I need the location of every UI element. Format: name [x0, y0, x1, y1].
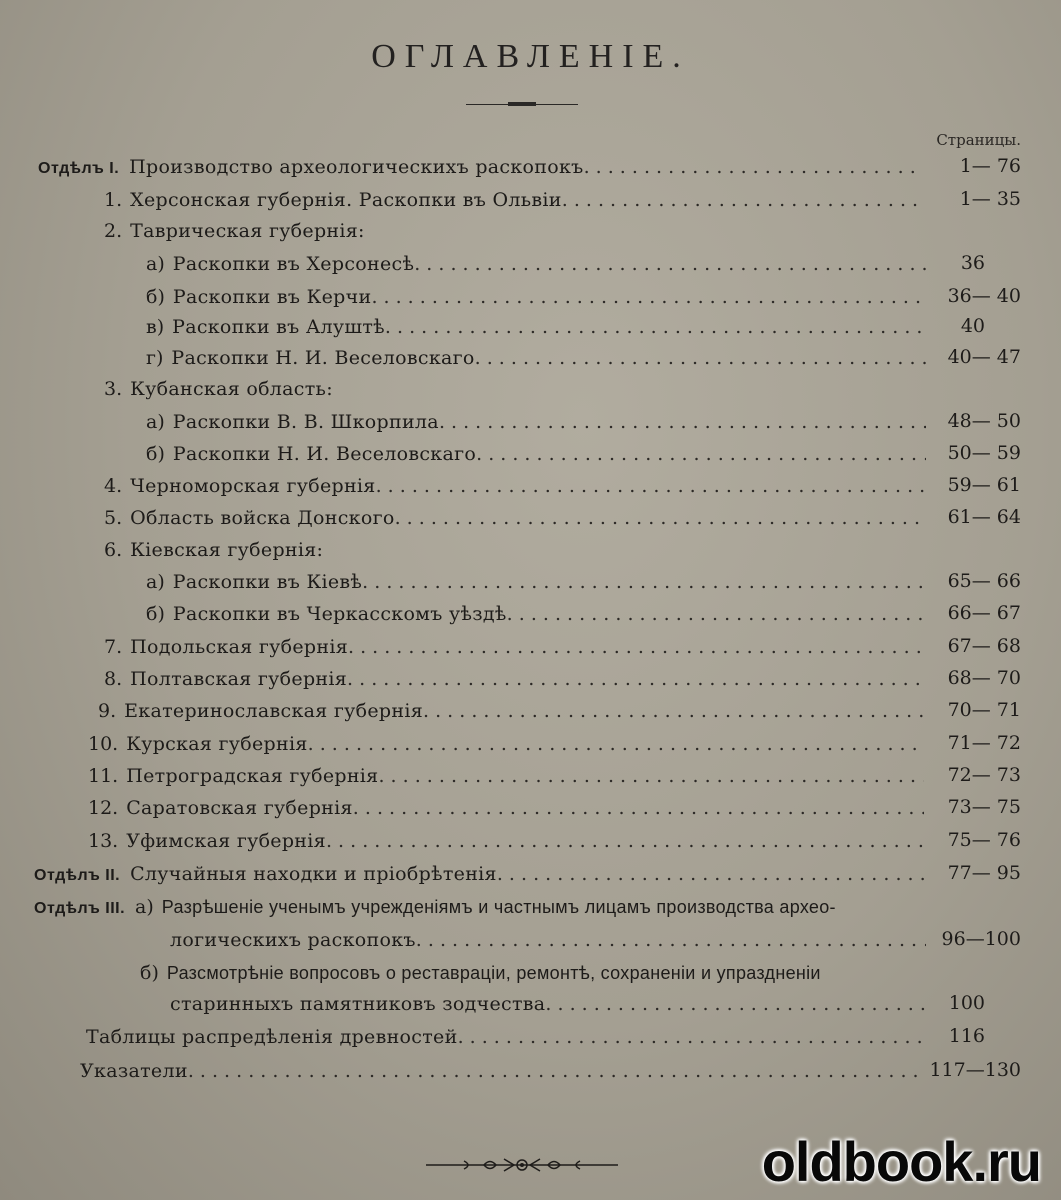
entry-pages: 1— 35 [959, 188, 1021, 210]
entry-number: б) [146, 443, 165, 465]
leader-dots [308, 732, 924, 756]
entry-pages: 116 [948, 1025, 985, 1047]
leader-dots [475, 346, 926, 370]
entry-pages: 48— 50 [947, 410, 1021, 432]
toc-entry [104, 538, 604, 562]
entry-pages: 1— 76 [959, 155, 1021, 177]
entry-text: Таврическая губернія: [130, 220, 365, 242]
entry-text: Саратовская губернія [126, 797, 353, 819]
entry-text: Херсонская губернія. Раскопки въ Ольвіи [130, 189, 562, 211]
pages-column-header: Страницы. [936, 131, 1021, 149]
entry-pages: 68— 70 [947, 667, 1021, 689]
toc-entry [104, 219, 604, 243]
leader-dots [353, 796, 924, 820]
entry-number: 10. [88, 733, 119, 755]
toc-entry [146, 315, 926, 339]
entry-text: Кубанская область: [130, 378, 333, 400]
toc-entry [34, 895, 1024, 921]
toc-entry [146, 442, 926, 466]
toc-entry [104, 474, 924, 498]
leader-dots [348, 635, 924, 659]
entry-pages: 36— 40 [947, 285, 1021, 307]
entry-text: Курская губернія [126, 733, 308, 755]
toc-entry [170, 992, 926, 1016]
toc-entry [88, 732, 924, 756]
entry-pages: 67— 68 [947, 635, 1021, 657]
entry-text: Полтавская губернія [130, 668, 348, 690]
leader-dots [326, 829, 924, 853]
entry-text: Таблицы распредѣленія древностей [86, 1026, 458, 1048]
entry-pages: 117—130 [929, 1059, 1021, 1081]
entry-text: Петроградская губернія [126, 765, 379, 787]
entry-number: 6. [104, 539, 123, 561]
entry-number: б) [146, 603, 165, 625]
floral-ornament-icon [424, 1156, 620, 1174]
toc-entry [146, 285, 926, 309]
entry-text: Указатели [80, 1060, 188, 1082]
entry-text: Область войска Донского [130, 507, 395, 529]
leader-dots [416, 928, 926, 952]
entry-number: в) [146, 316, 165, 338]
entry-number: б) [140, 962, 159, 984]
entry-number: а) [135, 896, 154, 918]
entry-number: 12. [88, 797, 119, 819]
entry-pages: 59— 61 [947, 474, 1021, 496]
entry-number: а) [146, 571, 165, 593]
toc-entry [88, 764, 924, 788]
entry-text: Черноморская губернія [130, 475, 376, 497]
entry-text: Производство археологическихъ раскопокъ [129, 156, 584, 178]
page-title: ОГЛАВЛЕНІЕ. [371, 38, 690, 75]
leader-dots [347, 667, 924, 691]
leader-dots [414, 252, 926, 276]
toc-entry [38, 155, 918, 181]
toc-entry [80, 1059, 926, 1083]
entry-text: Раскопки Н. И. Веселовскаго [171, 347, 475, 369]
entry-text: Екатеринославская губернія [124, 700, 424, 722]
entry-number: г) [146, 347, 164, 369]
leader-dots [562, 188, 924, 212]
toc-entry [146, 410, 926, 434]
entry-pages: 40— 47 [947, 346, 1021, 368]
leader-dots [371, 285, 926, 309]
leader-dots [362, 570, 926, 594]
entry-number: 8. [104, 668, 123, 690]
leader-dots [395, 506, 924, 530]
entry-pages: 40 [960, 315, 985, 337]
entry-pages: 100 [948, 992, 985, 1014]
entry-text: Уфимская губернія [126, 830, 326, 852]
entry-pages: 70— 71 [947, 699, 1021, 721]
toc-entry [34, 862, 924, 888]
entry-pages: 73— 75 [947, 796, 1021, 818]
leader-dots [497, 862, 924, 886]
entry-number: 7. [104, 636, 123, 658]
section-label: Отдѣлъ III. [34, 900, 126, 917]
toc-entry [146, 570, 926, 594]
entry-number: 11. [88, 765, 119, 787]
entry-text: Случайныя находки и пріобрѣтенія [130, 863, 497, 885]
leader-dots [376, 474, 924, 498]
entry-text: старинныхъ памятниковъ зодчества [170, 993, 546, 1015]
toc-entry [104, 635, 924, 659]
entry-text: Раскопки въ Херсонесѣ [172, 253, 415, 275]
entry-pages: 75— 76 [947, 829, 1021, 851]
section-label: Отдѣлъ II. [34, 867, 121, 884]
entry-pages: 77— 95 [947, 862, 1021, 884]
toc-entry [104, 188, 924, 212]
entry-number: 3. [104, 378, 123, 400]
leader-dots [378, 764, 924, 788]
toc-entry [104, 667, 924, 691]
entry-pages: 65— 66 [947, 570, 1021, 592]
entry-pages: 96—100 [941, 928, 1021, 950]
entry-text: логическихъ раскопокъ [170, 929, 416, 951]
entry-pages: 72— 73 [947, 764, 1021, 786]
leader-dots [439, 410, 926, 434]
toc-entry [98, 699, 924, 723]
toc-entry [140, 961, 1030, 985]
entry-number: 2. [104, 220, 123, 242]
toc-entry [146, 252, 926, 276]
entry-text: Кіевская губернія: [130, 539, 324, 561]
entry-pages: 66— 67 [947, 602, 1021, 624]
entry-text: Раскопки Н. И. Веселовскаго [172, 443, 477, 465]
watermark: oldbook.ru [761, 1130, 1041, 1193]
toc-entry [104, 506, 924, 530]
toc-entry [146, 602, 926, 626]
entry-text: Разсмотрѣніе вопросовъ о реставраціи, ремонтѣ, сохраненіи и упраздненіи [166, 963, 821, 983]
leader-dots [584, 155, 918, 179]
leader-dots [188, 1059, 926, 1083]
leader-dots [476, 442, 926, 466]
toc-entry [88, 796, 924, 820]
toc-entry [146, 346, 926, 370]
leader-dots [423, 699, 924, 723]
entry-text: Раскопки въ Кіевѣ [172, 571, 363, 593]
toc-entry [104, 377, 604, 401]
entry-pages: 36 [960, 252, 985, 274]
entry-number: б) [146, 286, 165, 308]
entry-text: Раскопки въ Керчи [172, 286, 372, 308]
leader-dots [385, 315, 926, 339]
entry-text: Раскопки въ Алуштѣ [172, 316, 385, 338]
leader-dots [507, 602, 926, 626]
section-label: Отдѣлъ I. [38, 160, 120, 177]
toc-entry [86, 1025, 926, 1049]
entry-number: 9. [98, 700, 117, 722]
entry-number: 5. [104, 507, 123, 529]
entry-text: Раскопки въ Черкасскомъ уѣздѣ [172, 603, 507, 625]
title-rule-center [508, 102, 536, 106]
toc-entry [170, 928, 926, 952]
entry-text: Раскопки В. В. Шкорпила [172, 411, 439, 433]
entry-text: Подольская губернія [130, 636, 348, 658]
leader-dots [458, 1025, 926, 1049]
entry-number: 13. [88, 830, 119, 852]
entry-pages: 61— 64 [947, 506, 1021, 528]
toc-entry [88, 829, 924, 853]
entry-pages: 50— 59 [947, 442, 1021, 464]
entry-pages: 71— 72 [947, 732, 1021, 754]
entry-number: 4. [104, 475, 123, 497]
entry-text: Разрѣшеніе ученымъ учрежденіямъ и частнымъ лицамъ производства архео- [161, 897, 836, 917]
entry-number: 1. [104, 189, 123, 211]
entry-number: а) [146, 411, 165, 433]
entry-number: а) [146, 253, 165, 275]
